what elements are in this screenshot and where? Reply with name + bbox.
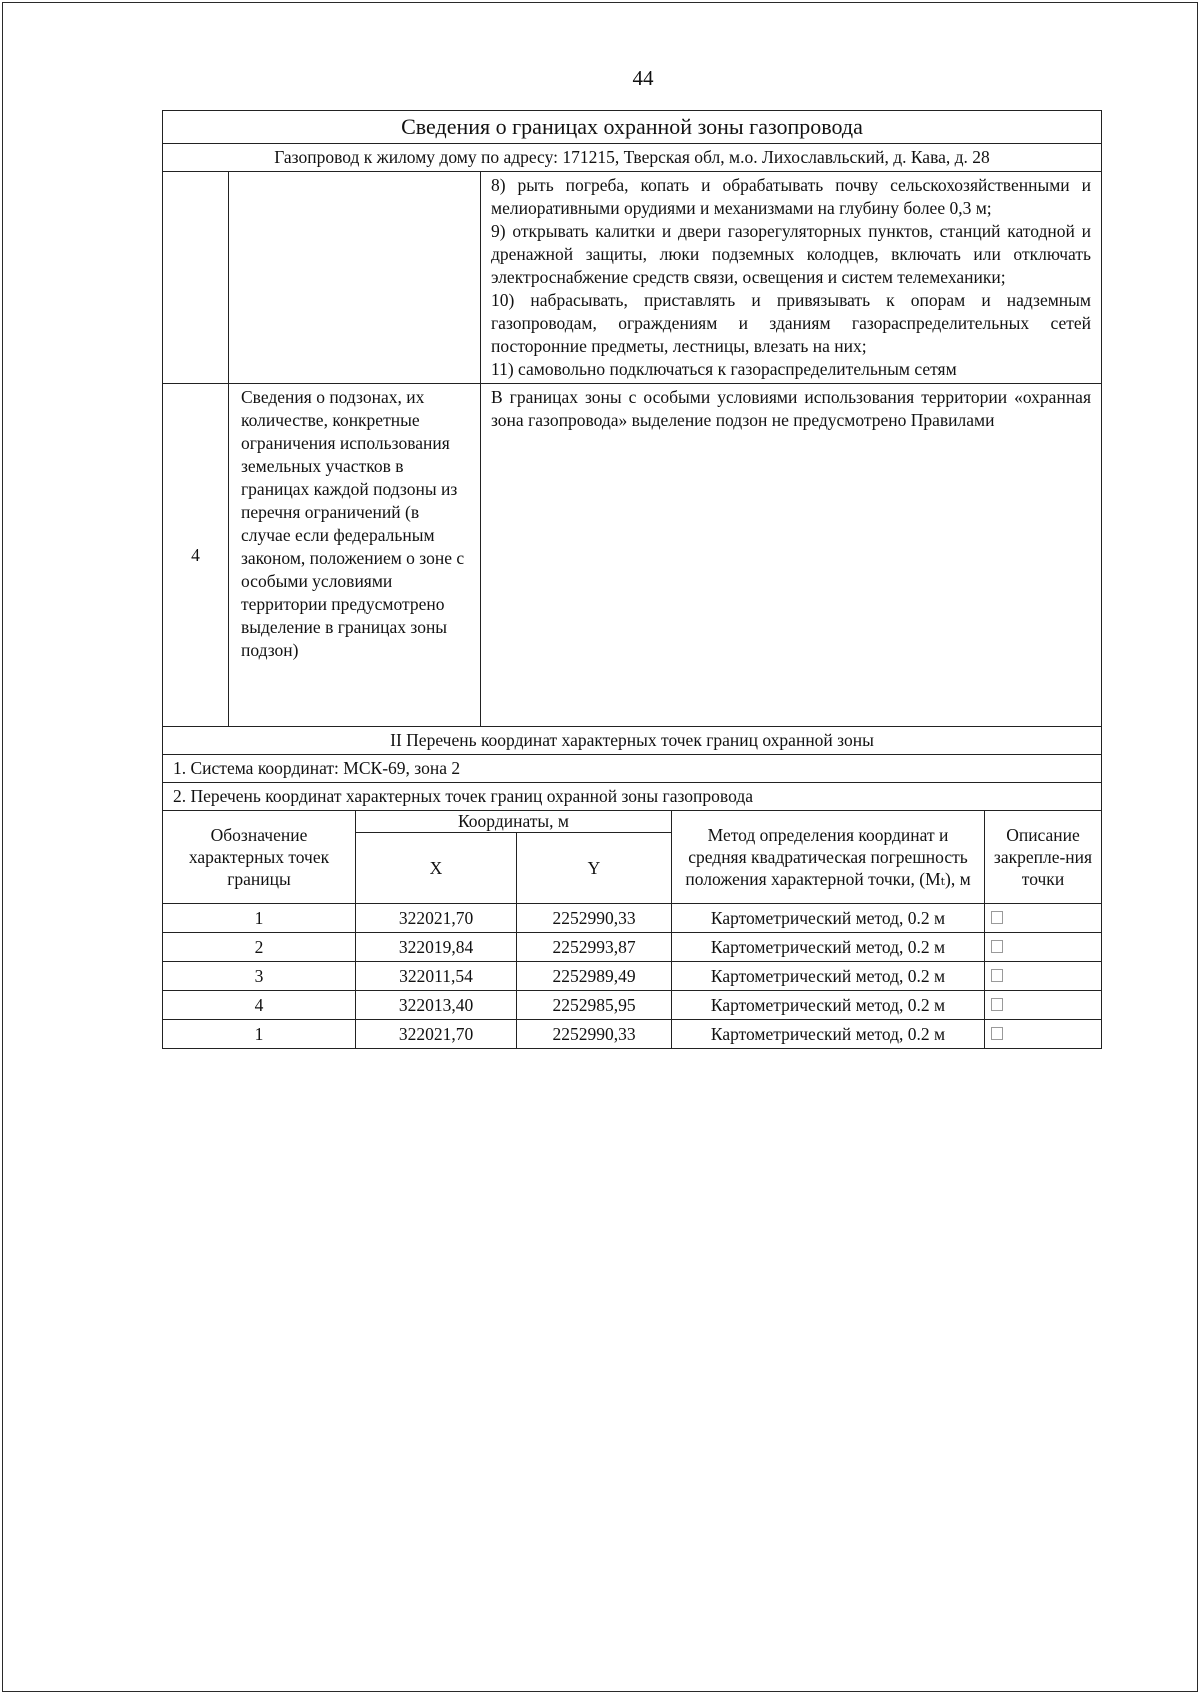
coord-x: 322021,70 (356, 1020, 517, 1049)
coord-x: 322021,70 (356, 904, 517, 933)
description-cell (985, 933, 1102, 962)
point-number: 1 (163, 1020, 356, 1049)
point-number: 2 (163, 933, 356, 962)
restrictions-row (163, 172, 1102, 384)
method: Картометрический метод, 0.2 м (672, 933, 985, 962)
coord-y: 2252993,87 (517, 933, 672, 962)
section-title: II Перечень координат характерных точек границ охранной зоны (163, 727, 1102, 755)
restriction-item: 11) самовольно подключаться к газораспределительным сетям (491, 359, 957, 379)
address-line: Газопровод к жилому дому по адресу: 171215, Тверская обл, м.о. Лихославльский, д. Кава, д. 28 (163, 144, 1102, 172)
coordinate-system: 1. Система координат: МСК-69, зона 2 (163, 755, 1102, 783)
table-row (163, 991, 1102, 1020)
header-x: X (356, 833, 517, 904)
header-coords: Координаты, м (356, 811, 672, 833)
table-row (163, 962, 1102, 991)
table-row (163, 1020, 1102, 1049)
method: Картометрический метод, 0.2 м (672, 962, 985, 991)
coord-x: 322019,84 (356, 933, 517, 962)
coord-y: 2252990,33 (517, 1020, 672, 1049)
header-method: Метод определения координат и средняя квадратическая погрешность положения характерной точки, (Mₜ), м (672, 811, 985, 904)
restriction-item: 8) рыть погреба, копать и обрабатывать почву сельскохозяйственными и мелиоративными орудиями и механизмами на глубину более 0,3 м; (491, 175, 1091, 218)
coordinate-list-title: 2. Перечень координат характерных точек границ охранной зоны газопровода (163, 783, 1102, 811)
header-point: Обозначение характерных точек границы (163, 811, 356, 904)
empty-label-cell (229, 172, 481, 384)
restrictions-list (481, 172, 1102, 384)
placeholder-box-icon (991, 940, 1003, 953)
coord-y: 2252989,49 (517, 962, 672, 991)
placeholder-box-icon (991, 911, 1003, 924)
header-y: Y (517, 833, 672, 904)
table-row (163, 933, 1102, 962)
point-number: 1 (163, 904, 356, 933)
subzones-row (163, 384, 1102, 727)
coord-y: 2252990,33 (517, 904, 672, 933)
row-number: 4 (163, 384, 229, 727)
placeholder-box-icon (991, 969, 1003, 982)
header-description: Описание закрепле-ния точки (985, 811, 1102, 904)
description-cell (985, 1020, 1102, 1049)
document-body (162, 110, 1101, 1049)
coord-x: 322013,40 (356, 991, 517, 1020)
document-title: Сведения о границах охранной зоны газопровода (163, 111, 1102, 144)
subzones-label: Сведения о подзонах, их количестве, конкретные ограничения использования земельных участков в границах каждой подзоны из перечня ограничений (в случае если федеральным законом, положением о зоне с особыми условиями территории предусмотрено выделение в границах зоны подзон) (229, 384, 481, 727)
description-cell (985, 962, 1102, 991)
method: Картометрический метод, 0.2 м (672, 904, 985, 933)
description-cell (985, 904, 1102, 933)
coord-x: 322011,54 (356, 962, 517, 991)
table-row (163, 904, 1102, 933)
restriction-item: 10) набрасывать, приставлять и привязывать к опорам и надземным газопроводам, ограждениям и зданиям газораспределительных сетей посторонние предметы, лестницы, влезать на них; (491, 290, 1091, 356)
subzones-value: В границах зоны с особыми условиями использования территории «охранная зона газопровода» выделение подзон не предусмотрено Правилами (481, 384, 1102, 727)
placeholder-box-icon (991, 998, 1003, 1011)
coordinates-table (162, 811, 1102, 1049)
restriction-item: 9) открывать калитки и двери газорегуляторных пунктов, станций катодной и дренажной защиты, люки подземных колодцев, включать или отключать электроснабжение средств связи, освещения и систем телемеханики; (491, 221, 1091, 287)
description-cell (985, 991, 1102, 1020)
coord-y: 2252985,95 (517, 991, 672, 1020)
method: Картометрический метод, 0.2 м (672, 991, 985, 1020)
page-number: 44 (632, 66, 654, 90)
empty-number-cell (163, 172, 229, 384)
point-number: 3 (163, 962, 356, 991)
placeholder-box-icon (991, 1027, 1003, 1040)
point-number: 4 (163, 991, 356, 1020)
method: Картометрический метод, 0.2 м (672, 1020, 985, 1049)
zone-info-table (162, 110, 1102, 811)
